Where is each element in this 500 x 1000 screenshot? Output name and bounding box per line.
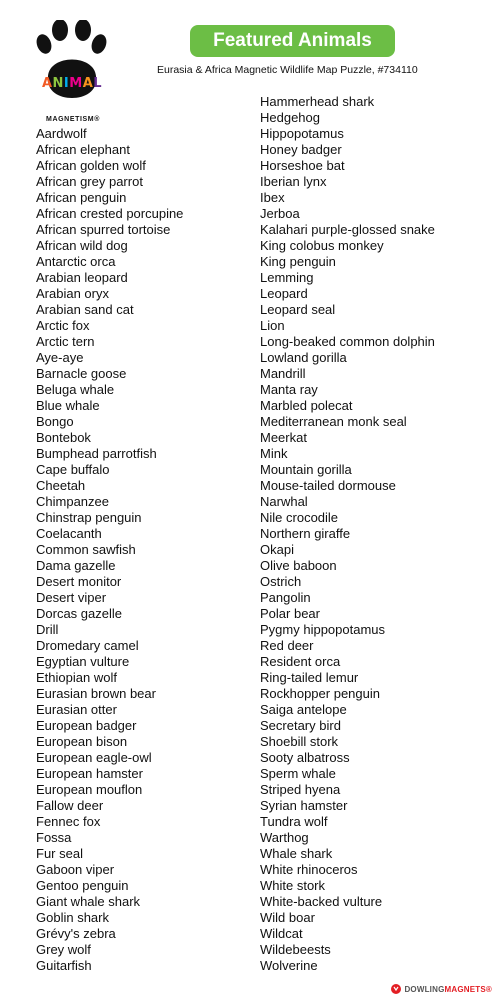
- animal-list-item: Common sawfish: [36, 542, 136, 557]
- animal-list-item: Lemming: [260, 270, 314, 285]
- animal-list-item: Mountain gorilla: [260, 462, 352, 477]
- animal-list-item: African golden wolf: [36, 158, 146, 173]
- animal-list-item: Polar bear: [260, 606, 320, 621]
- animal-list-item: Sooty albatross: [260, 750, 350, 765]
- animal-list-item: Arabian sand cat: [36, 302, 134, 317]
- animal-list-item: Olive baboon: [260, 558, 337, 573]
- animal-list-item: Wildcat: [260, 926, 303, 941]
- animal-list-item: European eagle-owl: [36, 750, 152, 765]
- brand-footer: [391, 984, 492, 994]
- animal-list-item: White-backed vulture: [260, 894, 383, 909]
- logo-wordmark: A N I M A L: [41, 75, 103, 91]
- animal-list-item: Arabian oryx: [36, 286, 109, 301]
- animal-list-item: Chimpanzee: [36, 494, 109, 509]
- animal-list-item: Northern giraffe: [260, 526, 351, 541]
- animal-list-item: African wild dog: [36, 238, 128, 253]
- animal-list-item: Cape buffalo: [36, 462, 110, 477]
- animal-list-item: White stork: [260, 878, 326, 893]
- animal-list-item: Kalahari purple-glossed snake: [260, 222, 435, 237]
- logo-subtitle: MAGNETISM®: [46, 116, 100, 123]
- brand-name-part1: DOWLING: [404, 984, 445, 994]
- animal-list-item: Mediterranean monk seal: [260, 414, 407, 429]
- animal-list-item: Chinstrap penguin: [36, 510, 142, 525]
- animal-list-item: Dama gazelle: [36, 558, 116, 573]
- animal-list-item: African elephant: [36, 142, 130, 157]
- animal-list-item: Jerboa: [260, 206, 300, 221]
- animal-list-item: Coelacanth: [36, 526, 102, 541]
- animal-list-item: Narwhal: [260, 494, 308, 509]
- animal-list-item: Leopard: [260, 286, 308, 301]
- animal-list-item: Mandrill: [260, 366, 306, 381]
- animal-list-item: Leopard seal: [260, 302, 336, 317]
- animal-list-item: White rhinoceros: [260, 862, 358, 877]
- animal-list-item: Aye-aye: [36, 350, 84, 365]
- animal-list-item: Desert monitor: [36, 574, 122, 589]
- animal-list-item: Fur seal: [36, 846, 83, 861]
- animal-list-item: Bontebok: [36, 430, 91, 445]
- animal-list-item: Wild boar: [260, 910, 315, 925]
- animal-list-item: Lion: [260, 318, 285, 333]
- animal-list-item: Bongo: [36, 414, 74, 429]
- animal-list-item: Mink: [260, 446, 288, 461]
- animal-list-item: Resident orca: [260, 654, 341, 669]
- animal-list-item: Saiga antelope: [260, 702, 347, 717]
- animal-list-item: Fossa: [36, 830, 72, 845]
- animal-list-item: Manta ray: [260, 382, 318, 397]
- animal-list-item: Tundra wolf: [260, 814, 328, 829]
- page-title: Featured Animals: [190, 25, 395, 57]
- brand-name-part2: MAGNETS®: [444, 984, 492, 994]
- animal-list-right: [260, 94, 435, 974]
- animal-list-item: Meerkat: [260, 430, 307, 445]
- animal-list-item: Guitarfish: [36, 958, 92, 973]
- animal-list-item: Arabian leopard: [36, 270, 128, 285]
- animal-list-item: Antarctic orca: [36, 254, 116, 269]
- animal-list-item: Striped hyena: [260, 782, 341, 797]
- animal-list-item: King penguin: [260, 254, 336, 269]
- animal-list-item: Arctic tern: [36, 334, 95, 349]
- animal-list-item: Rockhopper penguin: [260, 686, 380, 701]
- animal-list-item: Shoebill stork: [260, 734, 339, 749]
- animal-list-item: Nile crocodile: [260, 510, 339, 525]
- animal-list-item: Beluga whale: [36, 382, 115, 397]
- animal-list-item: Hippopotamus: [260, 126, 344, 141]
- animal-list-item: Fennec fox: [36, 814, 101, 829]
- animal-list-item: Syrian hamster: [260, 798, 348, 813]
- animal-list-item: Cheetah: [36, 478, 86, 493]
- animal-list-item: Red deer: [260, 638, 314, 653]
- animal-list-item: Ibex: [260, 190, 285, 205]
- animal-list-item: African spurred tortoise: [36, 222, 171, 237]
- animal-list-item: Grey wolf: [36, 942, 91, 957]
- animal-list-item: African crested porcupine: [36, 206, 184, 221]
- animal-list-item: Lowland gorilla: [260, 350, 347, 365]
- animal-list-item: Sperm whale: [260, 766, 336, 781]
- animal-list-item: Iberian lynx: [260, 174, 327, 189]
- animal-list-item: Ostrich: [260, 574, 302, 589]
- animal-list-item: European hamster: [36, 766, 143, 781]
- animal-list-item: Ring-tailed lemur: [260, 670, 359, 685]
- animal-list-item: Gentoo penguin: [36, 878, 129, 893]
- animal-list-item: Aardwolf: [36, 126, 87, 141]
- animal-list-item: Dorcas gazelle: [36, 606, 122, 621]
- animal-list-item: Warthog: [260, 830, 309, 845]
- animal-list-item: African penguin: [36, 190, 127, 205]
- animal-list-item: Horseshoe bat: [260, 158, 345, 173]
- animal-list-item: Marbled polecat: [260, 398, 353, 413]
- animal-list-item: Whale shark: [260, 846, 333, 861]
- animal-list-item: Hedgehog: [260, 110, 320, 125]
- page-subtitle: Eurasia & Africa Magnetic Wildlife Map Puzzle, #734110: [157, 64, 418, 76]
- animal-list-item: Hammerhead shark: [260, 94, 375, 109]
- paw-print-icon: [36, 20, 108, 112]
- animal-list-item: Wildebeests: [260, 942, 331, 957]
- animal-list-item: Eurasian otter: [36, 702, 117, 717]
- animal-list-item: Dromedary camel: [36, 638, 139, 653]
- animal-list-item: Bumphead parrotfish: [36, 446, 157, 461]
- animal-list-item: Egyptian vulture: [36, 654, 130, 669]
- animal-list-item: Mouse-tailed dormouse: [260, 478, 396, 493]
- animal-list-item: Pygmy hippopotamus: [260, 622, 386, 637]
- animal-list-item: Wolverine: [260, 958, 318, 973]
- animal-list-item: Long-beaked common dolphin: [260, 334, 435, 349]
- animal-list-item: Goblin shark: [36, 910, 109, 925]
- animal-list-item: Eurasian brown bear: [36, 686, 156, 701]
- animal-list-item: Grévy's zebra: [36, 926, 116, 941]
- animal-magnetism-logo: [36, 20, 108, 123]
- animal-list-item: Gaboon viper: [36, 862, 115, 877]
- animal-list-item: Desert viper: [36, 590, 107, 605]
- animal-list-item: Fallow deer: [36, 798, 104, 813]
- animal-list-item: European badger: [36, 718, 137, 733]
- animal-list-item: European mouflon: [36, 782, 143, 797]
- dowling-logo-icon: [391, 984, 401, 994]
- animal-list-item: Ethiopian wolf: [36, 670, 117, 685]
- animal-list-item: African grey parrot: [36, 174, 143, 189]
- animal-list-left: [36, 126, 183, 974]
- animal-list-item: Giant whale shark: [36, 894, 141, 909]
- animal-list-item: Drill: [36, 622, 59, 637]
- animal-list-item: Arctic fox: [36, 318, 90, 333]
- animal-list-item: Okapi: [260, 542, 294, 557]
- animal-list-item: Pangolin: [260, 590, 311, 605]
- animal-list-item: Honey badger: [260, 142, 342, 157]
- animal-list-item: Barnacle goose: [36, 366, 127, 381]
- animal-list-item: European bison: [36, 734, 128, 749]
- animal-list-item: Blue whale: [36, 398, 100, 413]
- animal-list-item: King colobus monkey: [260, 238, 384, 253]
- animal-list-item: Secretary bird: [260, 718, 341, 733]
